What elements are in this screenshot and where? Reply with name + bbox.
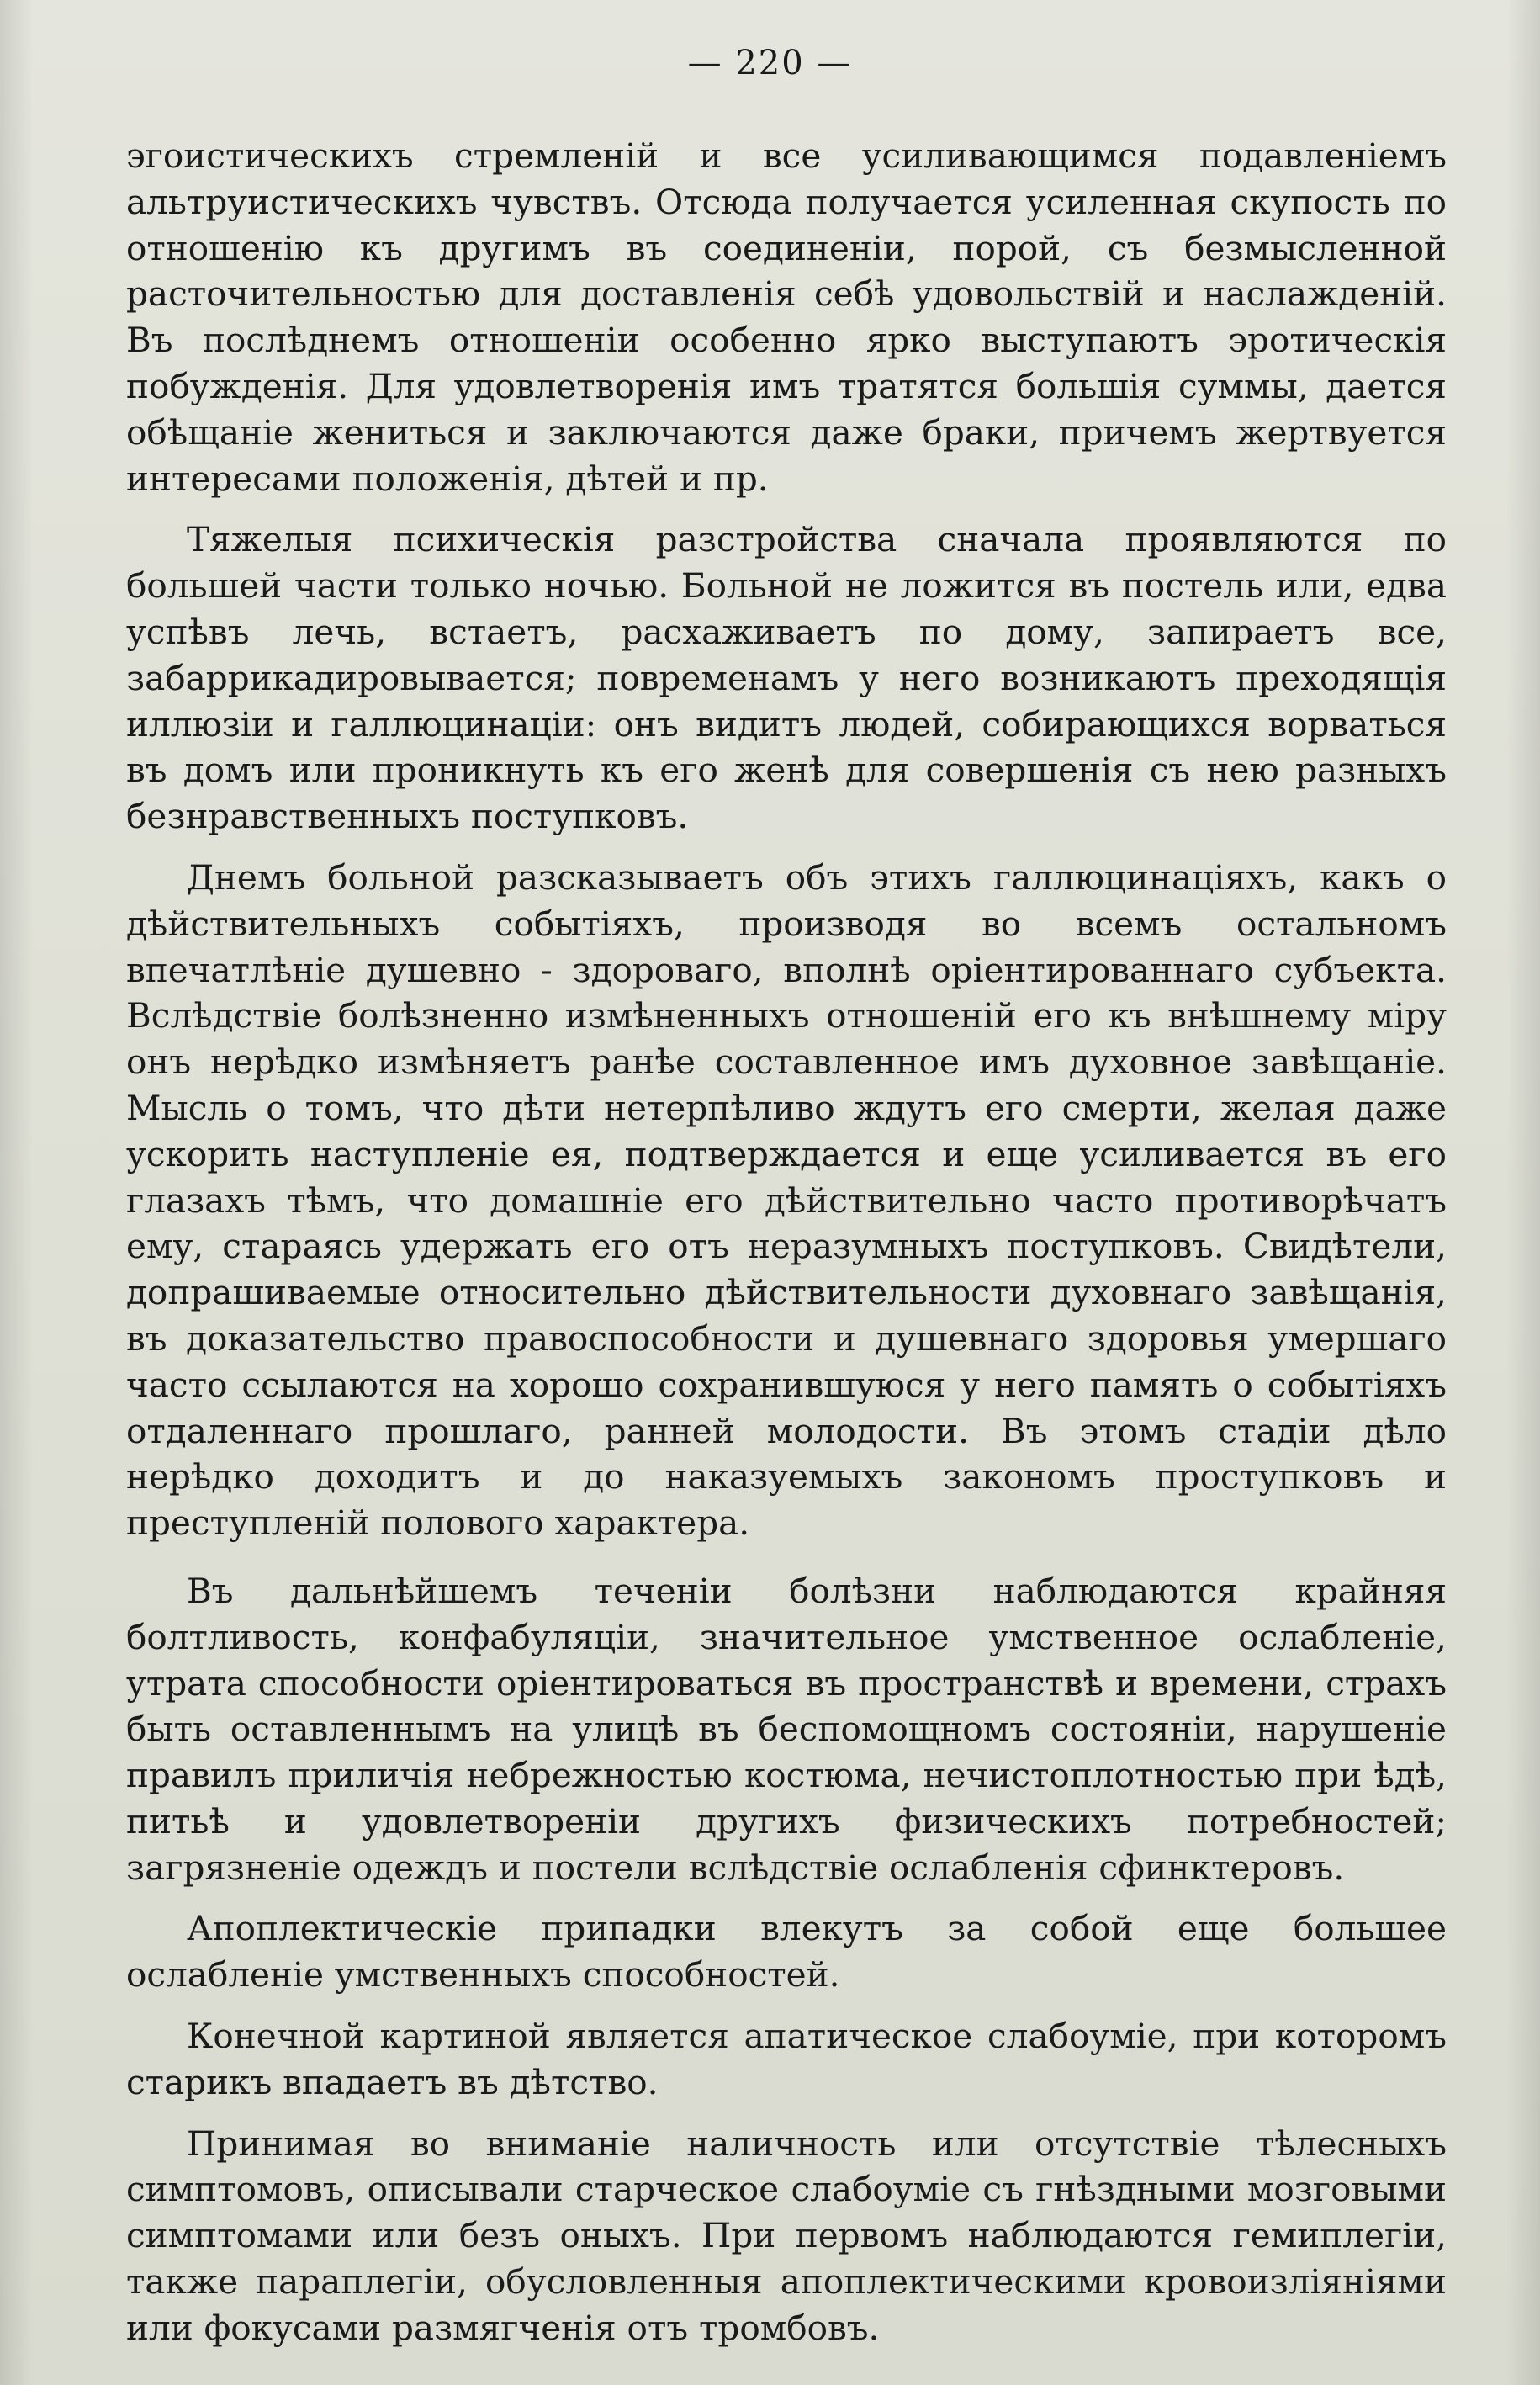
paragraph-2: Тяжелыя психическія разстройства сначала проявляются по большей части только ночью. Больной не ложится въ постель или, едва успѣвъ лечь, встаетъ, расхаживаетъ по дому, запираетъ все, забаррикадировывается; повременамъ у него возникаютъ преходящія иллюзіи и галлюцинаціи: онъ видитъ людей, собирающихся ворваться въ домъ или проникнуть къ его женѣ для совершенія съ нею разныхъ безнравственныхъ поступковъ. [126,519,1447,837]
page-body [126,133,1447,2366]
paragraph-4: Въ дальнѣйшемъ теченіи болѣзни наблюдаются крайняя болтливость, конфабуляціи, значительное умственное ослабленіе, утрата способности оріентироваться въ пространствѣ и времени, страхъ быть оставленнымъ на улицѣ въ беспомощномъ состояніи, нарушеніе правилъ приличія небрежностью костюма, нечистоплотностью при ѣдѣ, питьѣ и удовлетвореніи другихъ физическихъ потребностей; загрязненіе одеждъ и постели вслѣдствіе ослабленія сфинктеровъ. [126,1570,1447,1888]
paragraph-7: Принимая во вниманіе наличность или отсутствіе тѣлесныхъ симптомовъ, описывали старческое слабоуміе съ гнѣздными мозговыми симптомами или безъ оныхъ. При первомъ наблюдаются гемиплегіи, также параплегіи, обусловленныя апоплектическими кровоизліяніями или фокусами размягченія отъ тромбовъ. [126,2123,1447,2348]
page-edge-shadow-right [1506,0,1540,2385]
paragraph-3: Днемъ больной разсказываетъ объ этихъ галлюцинаціяхъ, какъ о дѣйствительныхъ событіяхъ, производя во всемъ остальномъ впечатлѣніе душевно - здороваго, вполнѣ оріентированнаго субъекта. Вслѣдствіе болѣзненно измѣненныхъ отношеній его къ внѣшнему міру онъ нерѣдко измѣняетъ ранѣе составленное имъ духовное завѣщаніе. Мысль о томъ, что дѣти нетерпѣливо ждутъ его смерти, желая даже ускорить наступленіе ея, подтверждается и еще усиливается въ его глазахъ тѣмъ, что домашніе его дѣйствительно часто противорѣчатъ ему, стараясь удержать его отъ неразумныхъ поступковъ. Свидѣтели, допрашиваемые относительно дѣйствительности духовнаго завѣщанія, въ доказательство правоспособности и душевнаго здоровья умершаго часто ссылаются на хорошо сохранившуюся у него память о событіяхъ отдаленнаго прошлаго, ранней молодости. Въ этомъ стадіи дѣло нерѣдко доходитъ и до наказуемыхъ закономъ проступковъ и преступленій полового характера. [126,856,1447,1544]
paragraph-1: эгоистическихъ стремленій и все усиливающимся подавленіемъ альтруистическихъ чувствъ. Отсюда получается усиленная скупость по отношенію къ другимъ въ соединеніи, порой, съ безмысленной расточительностью для доставленія себѣ удовольствій и наслажденій. Въ послѣднемъ отношеніи особенно ярко выступаютъ эротическія побужденія. Для удовлетворенія имъ тратятся большія суммы, дается обѣщаніе жениться и заключаются даже браки, причемъ жертвуется интересами положенія, дѣтей и пр. [126,135,1447,499]
page-edge-shadow-left [0,0,34,2385]
paragraph-5: Апоплектическіе припадки влекутъ за собой еще большее ослабленіе умственныхъ способностей. [126,1908,1447,1995]
paragraph-6: Конечной картиной является апатическое слабоуміе, при которомъ старикъ впадаетъ въ дѣтство. [126,2016,1447,2102]
page-number: — 220 — [687,44,853,82]
